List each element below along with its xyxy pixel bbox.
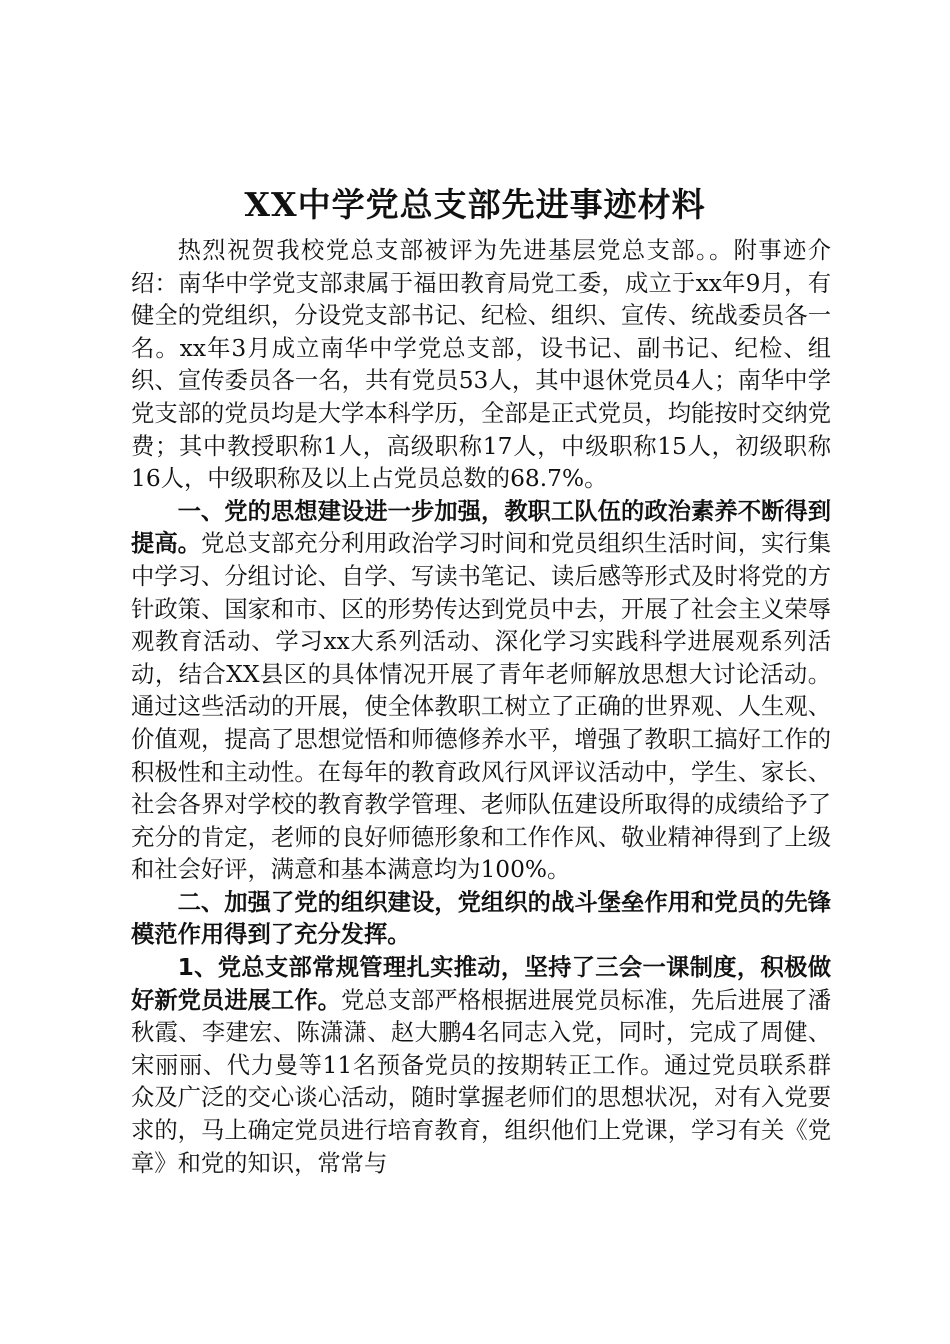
section-heading: 二、加强了党的组织建设，党组织的战斗堡垒作用和党员的先锋模范作用得到了充分发挥。 <box>131 888 831 949</box>
document-title: XX中学党总支部先进事迹材料 <box>244 185 706 224</box>
paragraph-text: 热烈祝贺我校党总支部被评为先进基层党总支部。。附事迹介绍：南华中学党支部隶属于福田教育局党工委，成立于xx年9月，有健全的党组织，分设党支部书记、纪检、组织、宣传、统战委员各一名。xx年3月成立南华中学党总支部，设书记、副书记、纪检、组织、宣传委员各一名，共有党员53人，其中退休党员4人；南华中学党支部的党员均是大学本科学历，全部是正式党员，均能按时交纳党费；其中教授职称1人，高级职称17人，中级职称15人，初级职称16人，中级职称及以上占党员总数的68.7%。 <box>131 237 831 493</box>
document-body <box>131 235 831 1180</box>
subsection-heading: 1、党总支部常规管理扎实推动，坚持了三会一课制度，积极做好新党员进展工作。 <box>131 954 831 1014</box>
paragraph-text: 党总支部严格根据进展党员标准，先后进展了潘秋霞、李建宏、陈潇潇、赵大鹏4名同志入党，同时，完成了周健、宋丽丽、代力曼等11名预备党员的按期转正工作。通过党员联系群众及广泛的交心谈心活动，随时掌握老师们的思想状况，对有入党要求的，马上确定党员进行培育教育，组织他们上党课，学习有关《党章》和党的知识，常常与 <box>131 986 832 1177</box>
paragraph-section-1 <box>131 496 831 887</box>
paragraph-subsection-1 <box>131 952 831 1180</box>
paragraph-intro <box>131 235 831 496</box>
paragraph-section-2 <box>131 887 831 952</box>
paragraph-text: 党总支部充分利用政治学习时间和党员组织生活时间，实行集中学习、分组讨论、自学、写读书笔记、读后感等形式及时将党的方针政策、国家和市、区的形势传达到党员中去，开展了社会主义荣辱观教育活动、学习xx大系列活动、深化学习实践科学进展观系列活动，结合XX县区的具体情况开展了青年老师解放思想大讨论活动。通过这些活动的开展，使全体教职工树立了正确的世界观、人生观、价值观，提高了思想觉悟和师德修养水平，增强了教职工搞好工作的积极性和主动性。在每年的教育政风行风评议活动中，学生、家长、社会各界对学校的教育教学管理、老师队伍建设所取得的成绩给予了充分的肯定，老师的良好师德形象和工作作风、敬业精神得到了上级和社会好评，满意和基本满意均为100%。 <box>131 530 832 884</box>
section-heading: 一、党的思想建设进一步加强，教职工队伍的政治素养不断得到提高。 <box>131 497 831 558</box>
